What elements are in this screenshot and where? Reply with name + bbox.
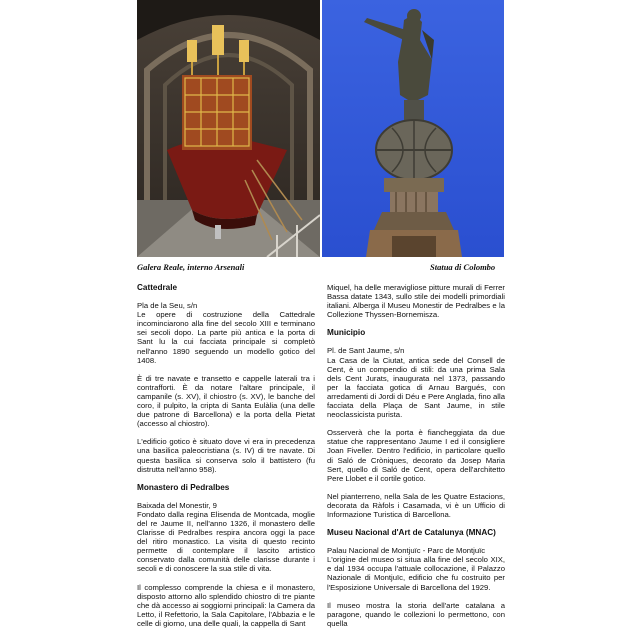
right-column <box>327 283 505 637</box>
municipio-heading: Municipio <box>327 328 366 338</box>
municipio-address: Pl. de Sant Jaume, s/n <box>327 346 405 356</box>
mnac-heading: Museu Nacional d'Art de Catalunya (MNAC) <box>327 528 496 538</box>
columbus-statue-photo <box>322 0 504 257</box>
pedralbes-continuation: Miquel, ha delle meravigliose pitture murali di Ferrer Bassa datate 1343, sullo stile dei modelli primordiali italiani. Alberga il Museu Monestir de Pedralbes e la Collezione Thyssen-Bornemisza. <box>327 283 505 320</box>
mnac-paragraph: Il museo mostra la storia dell'arte catalana a paragone, quando le collezioni lo permettono, con quella <box>327 600 505 628</box>
cattedrale-paragraph: È di tre navate e transetto e cappelle laterali tra i contrafforti. È da notare l'altare principale, il campanile (s. XV), il chiostro (s. XV), le banche del coro, il pulpito, la cripta di Santa Eulàlia (una delle due patrone di Barcellona) e la porta della Pietat (accesso al chiostro). <box>137 373 315 429</box>
cattedrale-paragraph: Le opere di costruzione della Cattedrale incominciarono alla fine del secolo XIII e terminano sei secoli dopo. La parte più antica e la porta di Sant lu la cui facciata principale si completò nell'anno 1890 seguendo un modello gotico del 1408. <box>137 310 315 365</box>
pedralbes-paragraph: Il complesso comprende la chiesa e il monastero, disposto attorno allo splendido chiostro di tre piante che dà accesso ai soggiorni principali: la Camera da Letto, il Refettorio, la Sala Capitolare, l'Abbazia e le celle di giorno, una delle quali, la cappella di Sant <box>137 582 315 628</box>
pedralbes-paragraph: Fondato dalla regina Elisenda de Montcada, moglie del re Jaume II, nell'anno 1326, il monastero delle Clarisse di Pedralbes respira ancora oggi la pace del ritiro monastico. La visita di questo recinto permette di contemplare il lascito artistico conservato dalla comunità delle clarisse durante i secoli e di conoscere la sua stile di vita. <box>137 509 315 574</box>
municipio-paragraph: La Casa de la Ciutat, antica sede del Consell de Cent, è un compendio di stili: da una prima Sala dels Cent Jurats, inaugurata nel 1373, passando per la facciata gotica di Arnau Bargués, con arredamenti di Jordi di Déu e Pere Anglada, fino alla facciata della Plaça de Sant Jaume, in stile neoclassicista purista. <box>327 355 505 420</box>
left-column <box>137 283 315 637</box>
pedralbes-heading: Monastero di Pedralbes <box>137 482 230 492</box>
galley-photo <box>137 0 320 257</box>
cattedrale-address: Pla de la Seu, s/n <box>137 301 198 311</box>
municipio-paragraph: Nel pianterreno, nella Sala de les Quatre Estacions, decorata da Ràfols i Casamada, vi è un Ufficio di Informazione Turistica di Barcellona. <box>327 491 505 519</box>
pedralbes-address: Baixada del Monestir, 9 <box>137 500 217 510</box>
mnac-address: Palau Nacional de Montjuïc - Parc de Montjuïc <box>327 546 486 556</box>
municipio-paragraph: Osserverà che la porta è fiancheggiata da due statue che rappresentano Jaume I ed il consigliere Joan Fiveller. Dentro l'edificio, in particolare quello di Saló de Cròniques, decorato da Josep Maria Sert, quello di Saló de Cent, opera dell'architetto Pere Llobet e il cortile gotico. <box>327 428 505 483</box>
statue-caption: Statua di Colombo <box>430 262 496 272</box>
mnac-paragraph: L'origine del museo si situa alla fine del secolo XIX, e dal 1934 occupa l'attuale collocazione, il Palazzo Nazionale di Montjuïc, edificio che fu costruito per l'Esposizione Universale di Barcellona del 1929. <box>327 555 505 592</box>
cattedrale-heading: Cattedrale <box>137 283 178 292</box>
cattedrale-paragraph: L'edificio gotico è situato dove vi era in precedenza una basilica paleocristiana (s. IV) di tre navate. Di questa basilica si conserva solo il battistero (fu distrutta nell'anno 958). <box>137 437 315 474</box>
galley-caption: Galera Reale, interno Arsenali <box>137 262 245 272</box>
